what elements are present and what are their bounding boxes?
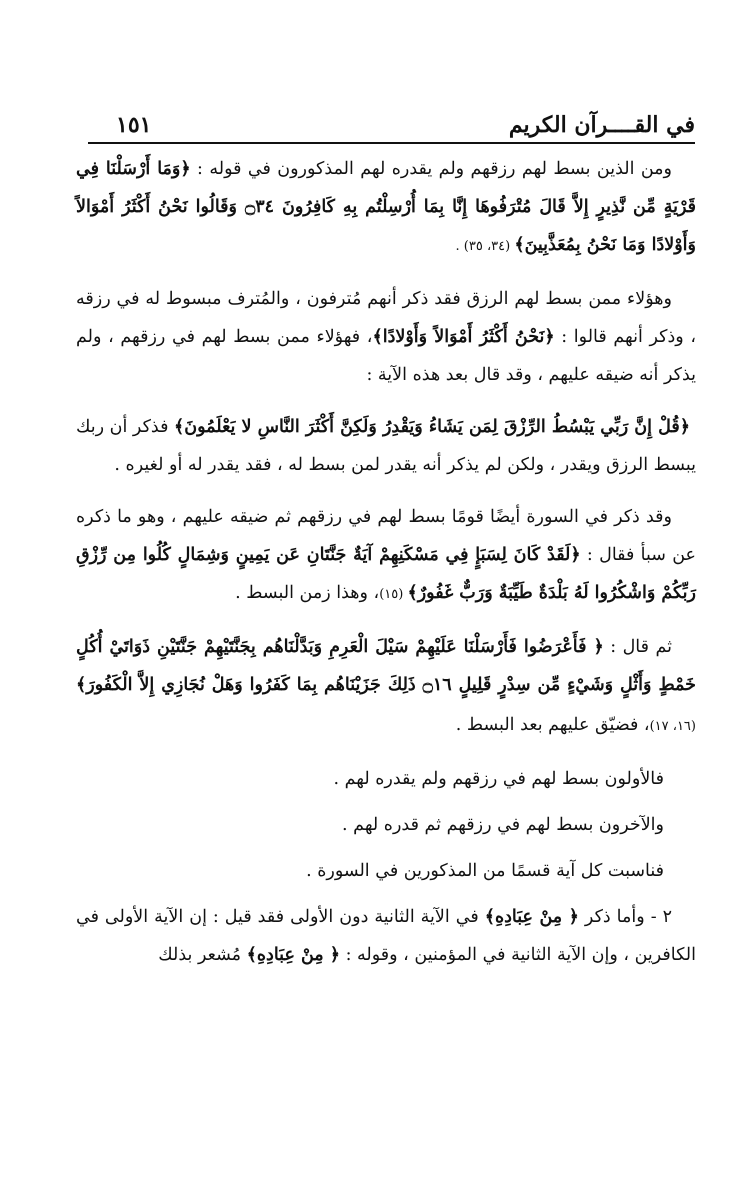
paragraph-6: [76, 898, 696, 974]
summary-line-2: والآخرون بسط لهم في رزقهم ثم قدره لهم .: [342, 815, 664, 835]
text: في الآية الثانية دون الأولى فقد قيل : إن الآية الأولى في الكافرين ، وإن الآية الثانية في المؤمنين ، وقوله :: [76, 907, 696, 965]
page-header: [88, 108, 695, 144]
text: ، فهؤلاء ممن بسط لهم في رزقهم ، ولم يذكر أنه ضيقه عليهم ، وقد قال بعد هذه الآية :: [76, 327, 696, 385]
paragraph-1: [76, 150, 696, 266]
quran-verse: ﴿وَمَا أَرْسَلْنَا فِي قَرْيَةٍ مِّن نَّذِيرٍ إِلاَّ قَالَ مُتْرَفُوهَا إِنَّا بِمَا أُرْسِلْتُم بِهِ كَافِرُونَ ۝٣٤ وَقَالُوا نَحْنُ أَكْثَرُ أَمْوَالاً وَأَوْلادًا وَمَا نَحْنُ بِمُعَذَّبِينَ﴾: [76, 159, 696, 255]
paragraph-5: [76, 628, 696, 746]
quran-verse: ﴿قُلْ إِنَّ رَبِّي يَبْسُطُ الرِّزْقَ لِمَن يَشَاءُ وَيَقْدِرُ وَلَكِنَّ أَكْثَرَ النَّاسِ لا يَعْلَمُونَ﴾: [174, 417, 690, 437]
header-divider: [88, 142, 695, 144]
text: وقد ذكر في السورة أيضًا قومًا بسط لهم في رزقهم ثم ضيقه عليهم ، وهو ما ذكره عن سبأ فقال :: [76, 507, 696, 565]
quran-verse: ﴿لَقَدْ كَانَ لِسَبَإٍ فِي مَسْكَنِهِمْ آيَةٌ جَنَّتَانِ عَن يَمِينٍ وَشِمَالٍ كُلُوا مِن رِّزْقِ رَبِّكُمْ وَاشْكُرُوا لَهُ بَلْدَةٌ طَيِّبَةٌ وَرَبٌّ غَفُورٌ﴾: [76, 545, 696, 603]
page-body: [76, 150, 696, 988]
text: ثم قال :: [603, 637, 672, 657]
text: ، وهذا زمن البسط .: [235, 583, 380, 603]
paragraph-3: [76, 408, 696, 484]
verse-reference: (١٥): [379, 587, 408, 602]
text: فذكر أن ربك يبسط الرزق ويقدر ، ولكن لم يذكر أنه يقدر لمن بسط له ، فقد يقدر له أو لغيره .: [76, 417, 696, 475]
paragraph-2: [76, 280, 696, 394]
page-number: ١٥١: [116, 112, 152, 138]
quran-verse: ﴿نَحْنُ أَكْثَرُ أَمْوَالاً وَأَوْلادًا﴾: [372, 327, 555, 347]
quran-verse: ﴿ فَأَعْرَضُوا فَأَرْسَلْنَا عَلَيْهِمْ سَيْلَ الْعَرِمِ وَبَدَّلْنَاهُم بِجَنَّتَيْهِمْ جَنَّتَيْنِ ذَوَاتَيْ أُكُلٍ خَمْطٍ وَأَثْلٍ وَشَيْءٍ مِّن سِدْرٍ قَلِيلٍ ۝١٦ ذَلِكَ جَزَيْنَاهُم بِمَا كَفَرُوا وَهَلْ نُجَازِي إِلاَّ الْكَفُورَ﴾: [76, 637, 696, 695]
text: ، فضيّق عليهم بعد البسط .: [455, 715, 650, 735]
text: ٢ - وأما ذكر: [578, 907, 672, 927]
text: وهؤلاء ممن بسط لهم الرزق فقد ذكر أنهم مُترفون ، والمُترف مبسوط له في رزقه ، وذكر أنهم قالوا :: [76, 289, 696, 347]
verse-reference: (١٦، ١٧): [649, 719, 696, 734]
summary-line-1: فالأولون بسط لهم في رزقهم ولم يقدره لهم .: [333, 769, 664, 789]
text: ومن الذين بسط لهم رزقهم ولم يقدره لهم المذكورون في قوله :: [190, 159, 673, 179]
quran-verse: ﴿ مِنْ عِبَادِهِ﴾: [484, 907, 579, 927]
paragraph-4: [76, 498, 696, 614]
quran-verse: ﴿ مِنْ عِبَادِهِ﴾: [246, 945, 341, 965]
summary-line-3: فناسبت كل آية قسمًا من المذكورين في السورة .: [306, 861, 664, 881]
verse-reference: (٣٤، ٣٥) .: [455, 239, 515, 254]
running-title: في القــــرآن الكريم: [508, 112, 695, 138]
text: مُشعر بذلك: [158, 945, 247, 965]
